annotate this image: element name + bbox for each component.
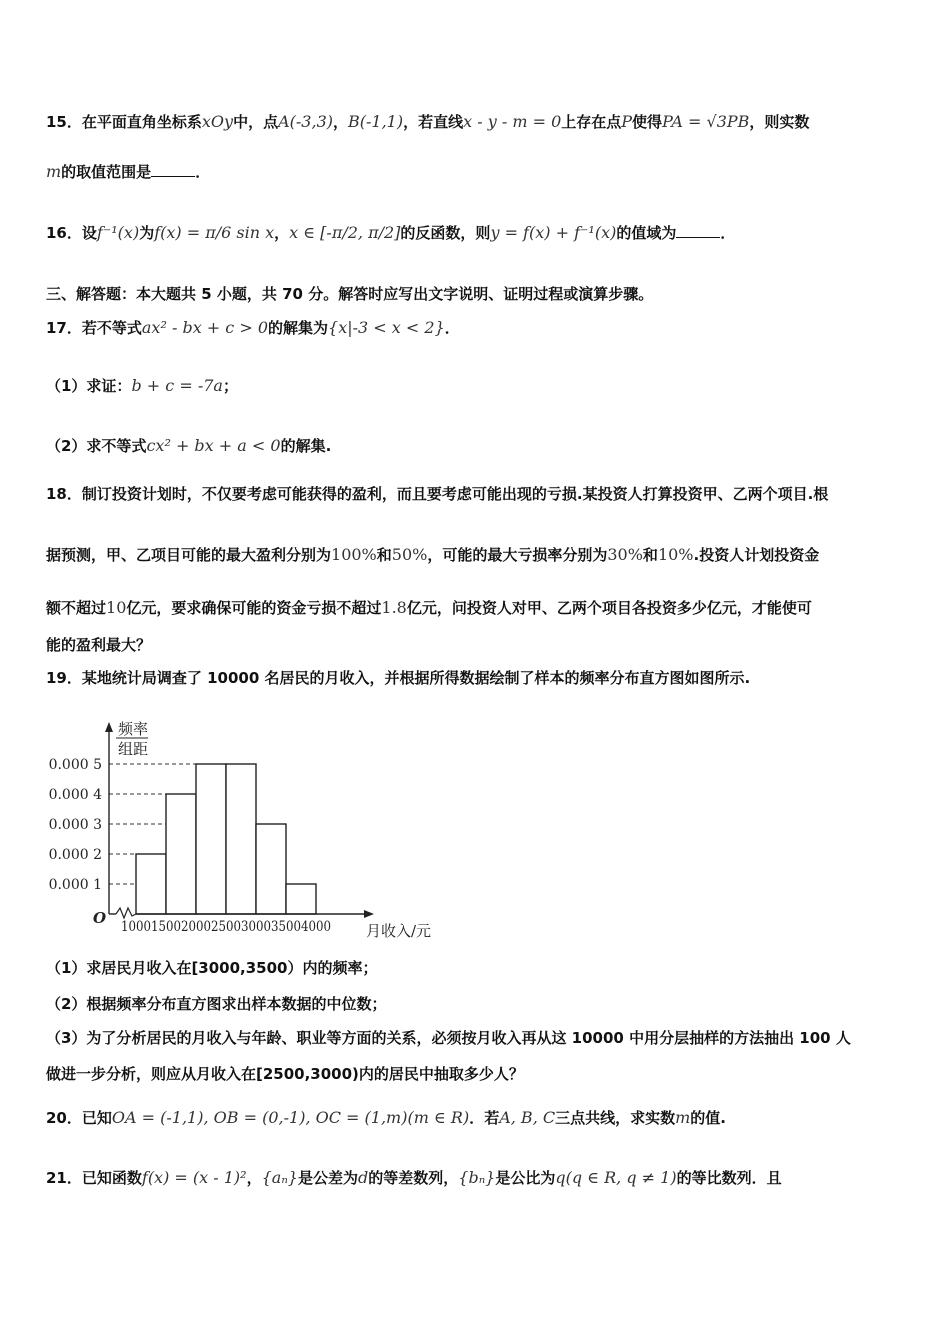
q18-line2 — [46, 545, 819, 565]
q16-number: 16． — [46, 224, 82, 242]
math-points: A, B, C — [499, 1108, 556, 1127]
q19-part3-line1: （3）为了分析居民的月收入与年龄、职业等方面的关系，必须按月收入再从这 10000 中用分层抽样的方法抽出 100 人 — [46, 1029, 851, 1047]
section-heading: 三、解答题：本大题共 5 小题，共 70 分。解答时应写出文字说明、证明过程或演算步骤。 — [46, 285, 654, 303]
y-tick-label: 0.000 2 — [48, 847, 102, 863]
math-solution-set: {x|-3 < x < 2} — [328, 318, 445, 337]
q17-number: 17． — [46, 319, 82, 337]
math-percent: 50% — [391, 545, 428, 564]
q15-text: 的取值范围是 — [61, 163, 152, 181]
math-sequence-a: {aₙ} — [261, 1168, 298, 1187]
math-d: d — [358, 1168, 369, 1187]
math-m: m — [46, 162, 62, 181]
q21-text: ， — [246, 1169, 262, 1187]
q16-text: ， — [274, 224, 290, 242]
y-tick-label: 0.000 4 — [48, 787, 102, 803]
x-axis-arrow — [364, 910, 374, 918]
q16-text: 设 — [81, 224, 97, 242]
q16-text: 的值域为 — [616, 224, 677, 242]
q18-text: ，可能的最大亏损率分别为 — [427, 546, 608, 564]
q20-number: 20． — [46, 1109, 82, 1127]
origin-label: O — [93, 909, 107, 927]
q17-text: ； — [222, 377, 238, 395]
math-sum: y = f(x) + f⁻¹(x) — [490, 223, 617, 242]
q16-text: 的反函数，则 — [400, 224, 491, 242]
q20-line — [46, 1108, 726, 1128]
math-point-a: A(-3,3) — [278, 112, 333, 131]
q18-line4: 能的盈利最大？ — [46, 636, 152, 654]
math-condition: PA = √3PB — [662, 112, 750, 131]
math-vectors: OA = (-1,1), OB = (0,-1), OC = (1,m)(m ∈ R) — [111, 1108, 470, 1127]
q21-text: 已知函数 — [81, 1169, 142, 1187]
q18-line3 — [46, 598, 812, 618]
q16-line — [46, 223, 735, 243]
q15-line2 — [46, 162, 210, 182]
q17-line — [46, 318, 460, 338]
math-point-b: B(-1,1) — [348, 112, 404, 131]
math-inverse: f⁻¹(x) — [96, 223, 140, 242]
y-axis-arrow — [105, 722, 113, 732]
q15-text: 在平面直角坐标系 — [81, 113, 202, 131]
math-inequality: ax² - bx + c > 0 — [141, 318, 269, 337]
answer-blank[interactable] — [151, 162, 195, 177]
histogram-bar — [286, 884, 316, 914]
math-number: 1.8 — [381, 598, 407, 617]
q17-text: （2）求不等式 — [46, 437, 147, 455]
q19-line: 19．某地统计局调查了 10000 名居民的月收入，并根据所得数据绘制了样本的频率分布直方图如图所示. — [46, 669, 751, 687]
histogram-bar — [136, 854, 166, 914]
x-tick-label: 2000 — [181, 919, 211, 935]
answer-blank[interactable] — [676, 223, 720, 238]
q21-text: 是公比为 — [495, 1169, 556, 1187]
math-number: 10 — [106, 598, 127, 617]
histogram-bar — [256, 824, 286, 914]
math-line-eq: x - y - m = 0 — [463, 112, 562, 131]
q20-text: 已知 — [81, 1109, 112, 1127]
math-prove: b + c = -7a — [131, 376, 223, 395]
math-xoy: xOy — [201, 112, 234, 131]
q17-text: ． — [444, 319, 460, 337]
q20-text: 的值. — [690, 1109, 726, 1127]
q15-text: ， — [332, 113, 348, 131]
q17-part1 — [46, 376, 238, 396]
q15-text: ，若直线 — [403, 113, 464, 131]
y-tick-label: 0.000 1 — [48, 877, 102, 893]
q19-part3-line2: 做进一步分析，则应从月收入在[2500,3000)内的居民中抽取多少人？ — [46, 1065, 524, 1083]
q20-text: ．若 — [469, 1109, 500, 1127]
q18-text: 据预测，甲、乙项目可能的最大盈利分别为 — [46, 546, 332, 564]
math-sequence-b: {bₙ} — [458, 1168, 496, 1187]
x-tick-label: 2500 — [211, 919, 241, 935]
q21-text: 的等差数列， — [368, 1169, 459, 1187]
x-axis-title: 月收入/元 — [366, 922, 432, 940]
y-axis-label-top: 频率 — [118, 720, 149, 738]
q18-line1: 18．制订投资计划时，不仅要考虑可能获得的盈利，而且要考虑可能出现的亏损.某投资人打算投资甲、乙两个项目.根 — [46, 485, 829, 503]
math-ratio: q(q ∈ R, q ≠ 1) — [555, 1168, 677, 1187]
math-point-p: P — [621, 112, 633, 131]
q21-line — [46, 1168, 782, 1188]
q17-part2 — [46, 436, 331, 456]
math-inequality2: cx² + bx + a < 0 — [146, 436, 281, 455]
x-tick-label: 4000 — [301, 919, 331, 935]
frequency-histogram — [44, 718, 464, 948]
x-tick-label: 3500 — [271, 919, 301, 935]
q21-text: 的等比数列．且 — [676, 1169, 782, 1187]
q15-text: 使得 — [632, 113, 663, 131]
q17-text: 若不等式 — [81, 319, 142, 337]
x-tick-label: 1000 — [121, 919, 151, 935]
axis-break — [116, 908, 136, 918]
q18-text: 和 — [376, 546, 392, 564]
q17-text: 的解集为 — [268, 319, 329, 337]
q19-part1: （1）求居民月收入在[3000,3500）内的频率； — [46, 959, 378, 977]
math-m: m — [675, 1108, 691, 1127]
q15-line1 — [46, 112, 809, 132]
x-tick-label: 3000 — [241, 919, 271, 935]
y-tick-label: 0.000 5 — [48, 757, 102, 773]
q21-text: 是公差为 — [297, 1169, 358, 1187]
q16-text: ． — [720, 224, 736, 242]
math-function: f(x) = (x - 1)² — [141, 1168, 247, 1187]
q17-text: 的解集. — [280, 437, 332, 455]
x-tick-label: 1500 — [151, 919, 181, 935]
y-axis-label-bottom: 组距 — [118, 740, 149, 758]
histogram-bar — [196, 764, 226, 914]
q18-text: 亿元，问投资人对甲、乙两个项目各投资多少亿元，才能使可 — [406, 599, 812, 617]
q18-text: 亿元，要求确保可能的资金亏损不超过 — [126, 599, 382, 617]
q18-text: .投资人计划投资金 — [693, 546, 820, 564]
q15-number: 15． — [46, 113, 82, 131]
q15-text: 中，点 — [233, 113, 279, 131]
histogram-bar — [226, 764, 256, 914]
q15-text: ，则实数 — [749, 113, 810, 131]
q17-text: （1）求证： — [46, 377, 132, 395]
q21-number: 21． — [46, 1169, 82, 1187]
histogram-bar — [166, 794, 196, 914]
q19-part2: （2）根据频率分布直方图求出样本数据的中位数； — [46, 995, 387, 1013]
math-percent: 10% — [657, 545, 694, 564]
q18-text: 和 — [642, 546, 658, 564]
y-tick-label: 0.000 3 — [48, 817, 102, 833]
q15-text: ． — [195, 163, 211, 181]
math-percent: 30% — [607, 545, 643, 564]
math-function: f(x) = π/6 sin x — [154, 223, 275, 242]
q16-text: 为 — [139, 224, 155, 242]
q15-text: 上存在点 — [561, 113, 622, 131]
q20-text: 三点共线，求实数 — [555, 1109, 676, 1127]
q18-text: 额不超过 — [46, 599, 107, 617]
math-percent: 100% — [331, 545, 377, 564]
math-domain: x ∈ [-π/2, π/2] — [289, 223, 401, 242]
